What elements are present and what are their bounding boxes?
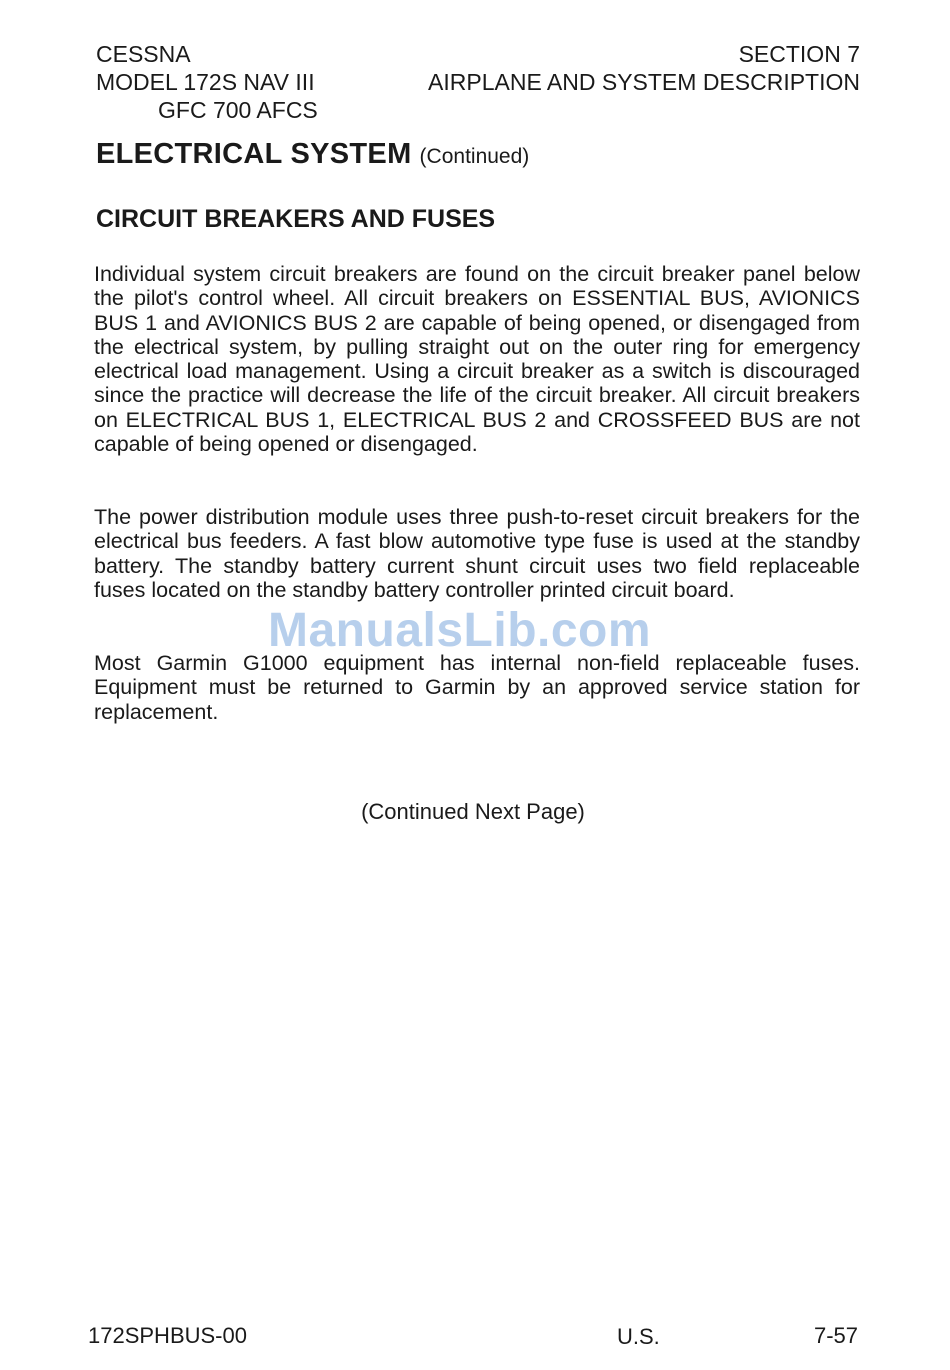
footer-doc-number: 172SPHBUS-00 <box>88 1323 247 1348</box>
header-autopilot: GFC 700 AFCS <box>158 97 318 123</box>
paragraph-circuit-breakers: Individual system circuit breakers are found on the circuit breaker panel below the pilot's control wheel. All circuit breakers on ESSENTIAL BUS, AVIONICS BUS 1 and AVIONICS BUS 2 are capable of being opened, or disengaged from the electrical system, by pulling straight out on the outer ring for emergency electrical load management. Using a circuit breaker as a switch is discouraged since the practice will decrease the life of the circuit breaker. All circuit breakers on ELECTRICAL BUS 1, ELECTRICAL BUS 2 and CROSSFEED BUS are not capable of being opened or disengaged. <box>94 262 860 457</box>
page-title-text: ELECTRICAL SYSTEM <box>96 138 412 170</box>
footer-page-number: 7-57 <box>813 1323 858 1348</box>
paragraph-power-distribution: The power distribution module uses three push-to-reset circuit breakers for the electrical bus feeders. A fast blow automotive type fuse is used at the standby battery. The standby battery current shunt circuit uses two field replaceable fuses located on the standby battery controller printed circuit board. <box>94 505 860 602</box>
header-right <box>428 40 860 96</box>
header-section-title: AIRPLANE AND SYSTEM DESCRIPTION <box>428 69 860 95</box>
section-heading: CIRCUIT BREAKERS AND FUSES <box>96 205 496 233</box>
footer-region: U.S. <box>617 1324 660 1349</box>
header-section-number: SECTION 7 <box>738 41 860 67</box>
watermark-logo: ManualsLib.com <box>268 604 652 657</box>
page-title <box>96 138 529 171</box>
header-left <box>96 40 318 124</box>
page-title-continued: (Continued) <box>419 145 530 168</box>
header-model: MODEL 172S NAV III <box>96 69 315 95</box>
header-manufacturer: CESSNA <box>96 41 191 67</box>
continued-next-page: (Continued Next Page) <box>361 799 585 824</box>
paragraph-garmin-fuses: Most Garmin G1000 equipment has internal non-field replaceable fuses. Equipment must be returned to Garmin by an approved service station for replacement. <box>94 651 860 724</box>
